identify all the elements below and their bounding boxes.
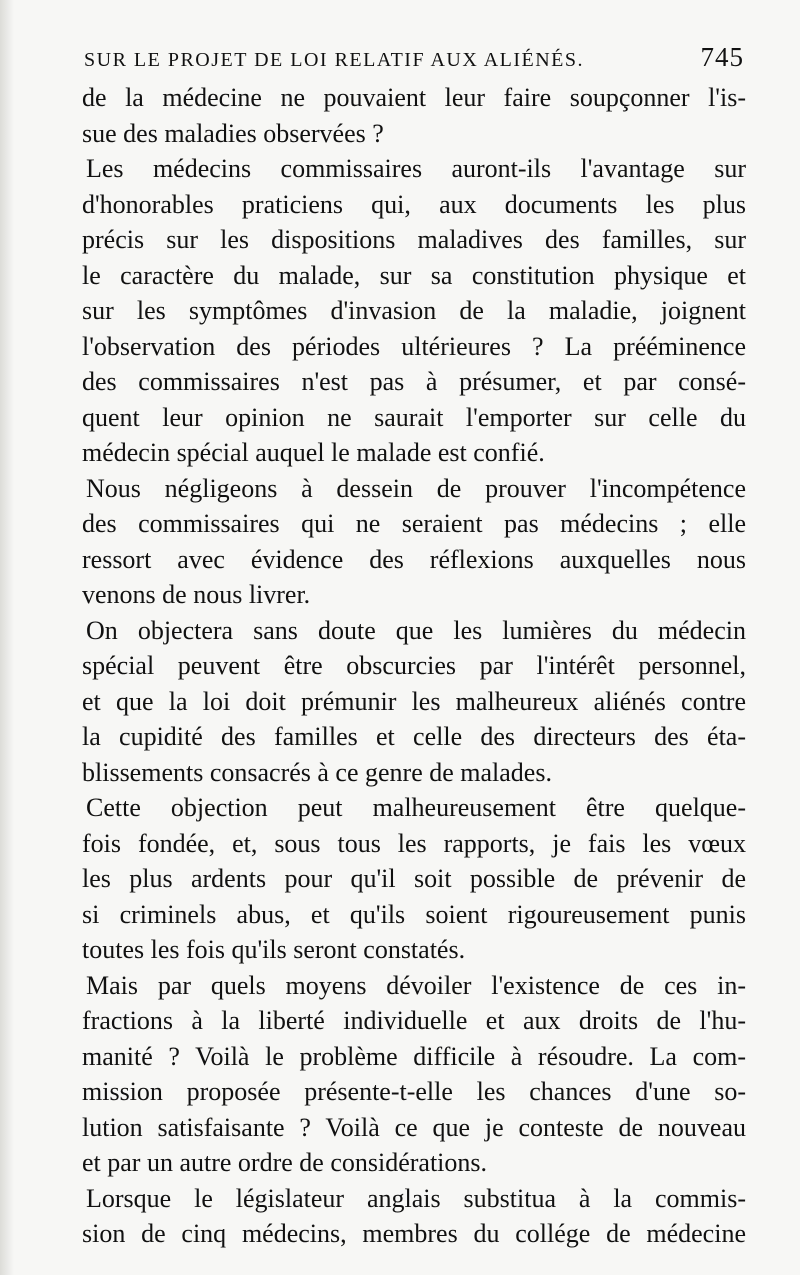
text-line: le caractère du malade, sur sa constitution physique et [82, 260, 746, 290]
text-line: lution satisfaisante ? Voilà ce que je conteste de nouveau [82, 1112, 746, 1142]
text-line: d'honorables praticiens qui, aux documents les plus [82, 189, 746, 219]
text-line: sue des maladies observées ? [82, 118, 384, 148]
text-line: mission proposée présente-t-elle les chances d'une so- [82, 1077, 746, 1106]
page-number: 745 [700, 42, 744, 72]
text-line: manité ? Voilà le problème difficile à résoudre. La com- [82, 1041, 746, 1071]
text-line: l'observation des périodes ultérieures ? La prééminence [82, 331, 746, 361]
text-line: Nous négligeons à dessein de prouver l'incompétence [86, 473, 746, 503]
text-line: les plus ardents pour qu'il soit possible de prévenir de [82, 864, 746, 893]
text-line: sur les symptômes d'invasion de la maladie, joignent [82, 296, 746, 325]
text-line: fractions à la liberté individuelle et aux droits de l'hu- [82, 1006, 746, 1035]
text-line: fois fondée, et, sous tous les rapports, je fais les vœux [82, 828, 746, 858]
text-line: Mais par quels moyens dévoiler l'existence de ces in- [86, 970, 746, 1000]
text-line: Lorsque le législateur anglais substitua à la commis- [86, 1183, 746, 1213]
text-line: quent leur opinion ne saurait l'emporter sur celle du [82, 402, 746, 432]
text-line: On objectera sans doute que les lumières du médecin [86, 615, 746, 645]
text-line: Cette objection peut malheureusement être quelque- [86, 793, 746, 822]
text-line: et que la loi doit prémunir les malheureux aliénés contre [82, 686, 746, 716]
text-line: ressort avec évidence des réflexions auxquelles nous [82, 544, 746, 574]
text-line: des commissaires qui ne seraient pas médecins ; elle [82, 509, 746, 538]
page-header [84, 42, 744, 73]
text-line: de la médecine ne pouvaient leur faire soupçonner l'is- [82, 83, 746, 112]
text-line: venons de nous livrer. [82, 580, 311, 609]
text-line: précis sur les dispositions maladives des familles, sur [82, 225, 746, 254]
text-line: Les médecins commissaires auront-ils l'avantage sur [86, 154, 746, 183]
page-binding-shadow [0, 0, 14, 1275]
body-text [82, 80, 746, 1252]
text-line: spécial peuvent être obscurcies par l'intérêt personnel, [82, 651, 746, 680]
text-line: et par un autre ordre de considérations. [82, 1148, 488, 1177]
text-line: blissements consacrés à ce genre de malades. [82, 757, 552, 787]
text-line: la cupidité des familles et celle des directeurs des éta- [82, 722, 746, 751]
text-line: médecin spécial auquel le malade est confié. [82, 438, 545, 467]
text-line: toutes les fois qu'ils seront constatés. [82, 935, 466, 964]
text-line: des commissaires n'est pas à présumer, et par consé- [82, 367, 746, 396]
text-line: sion de cinq médecins, membres du collége de médecine [82, 1219, 746, 1248]
running-title: SUR LE PROJET DE LOI RELATIF AUX ALIÉNÉS. [84, 49, 585, 71]
text-line: si criminels abus, et qu'ils soient rigoureusement punis [82, 899, 746, 929]
